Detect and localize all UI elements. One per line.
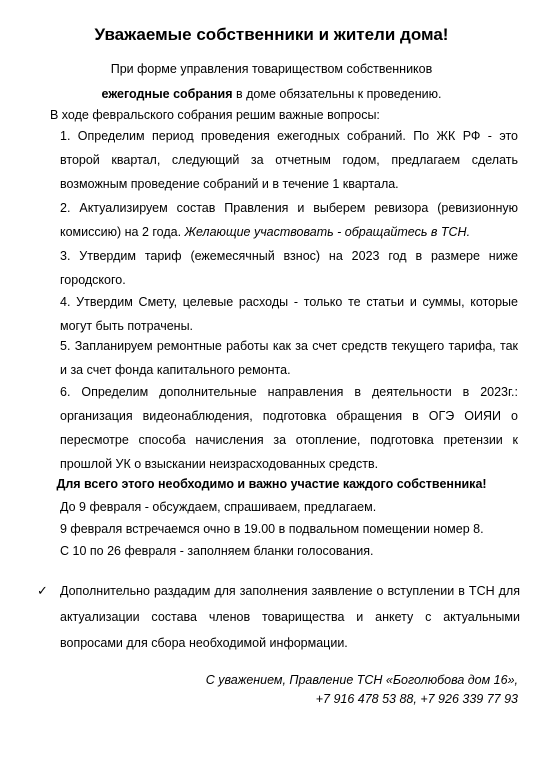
intro-line-2 — [0, 85, 543, 103]
extra-paragraph: Дополнительно раздадим для заполнения заявление о вступлении в ТСН для актуализации состава членов товарищества и анкету с актуальными вопросами для сбора необходимой информации. — [60, 584, 520, 650]
agenda-item-2 — [60, 196, 518, 244]
checkmark-icon: ✓ — [37, 583, 48, 598]
schedule-item-1: До 9 февраля - обсуждаем, спрашиваем, предлагаем. — [60, 500, 377, 514]
important-note: Для всего этого необходимо и важно участие каждого собственника! — [56, 477, 487, 491]
agenda-item-2-italic: Желающие участвовать - обращайтесь в ТСН. — [184, 225, 471, 239]
intro-line-2-rest: в доме обязательны к проведению. — [232, 87, 442, 101]
agenda-item-2-text: 2. Актуализируем состав Правления и выберем ревизора (ревизионную комиссию) на 2 года. — [60, 201, 518, 239]
agenda-item-4: 4. Утвердим Смету, целевые расходы - только те статьи и суммы, которые могут быть потрачены. — [60, 295, 518, 333]
intro-bold: ежегодные собрания — [101, 87, 233, 101]
signature-line-1: С уважением, Правление ТСН «Боголюбова дом 16», — [205, 673, 518, 687]
intro-line-1: При форме управления товариществом собственников — [110, 62, 433, 76]
schedule-item-2: 9 февраля встречаемся очно в 19.00 в подвальном помещении номер 8. — [60, 522, 484, 536]
signature-phones: +7 916 478 53 88, +7 926 339 77 93 — [315, 692, 518, 706]
page-title: Уважаемые собственники и жители дома! — [94, 25, 449, 44]
agenda-item-6: 6. Определим дополнительные направления в деятельности в 2023г.: организация видеонаблюдения, подготовка обращения в ОГЭ ОИЯИ о пересмотре способа начисления за отопление, подготовка претензии к прошлой УК о взыскании неизрасходованных средств. — [60, 385, 518, 471]
lead-paragraph: В ходе февральского собрания решим важные вопросы: — [50, 108, 380, 122]
schedule-item-3: С 10 по 26 февраля - заполняем бланки голосования. — [60, 544, 374, 558]
agenda-item-1: 1. Определим период проведения ежегодных собраний. По ЖК РФ - это второй квартал, следующий за отчетным годом, предлагаем сделать возможным проведение собраний и в течение 1 квартала. — [60, 129, 518, 191]
agenda-item-5: 5. Запланируем ремонтные работы как за счет средств текущего тарифа, так и за счет фонда капитального ремонта. — [60, 339, 518, 377]
agenda-item-3: 3. Утвердим тариф (ежемесячный взнос) на 2023 год в размере ниже городского. — [60, 249, 518, 287]
